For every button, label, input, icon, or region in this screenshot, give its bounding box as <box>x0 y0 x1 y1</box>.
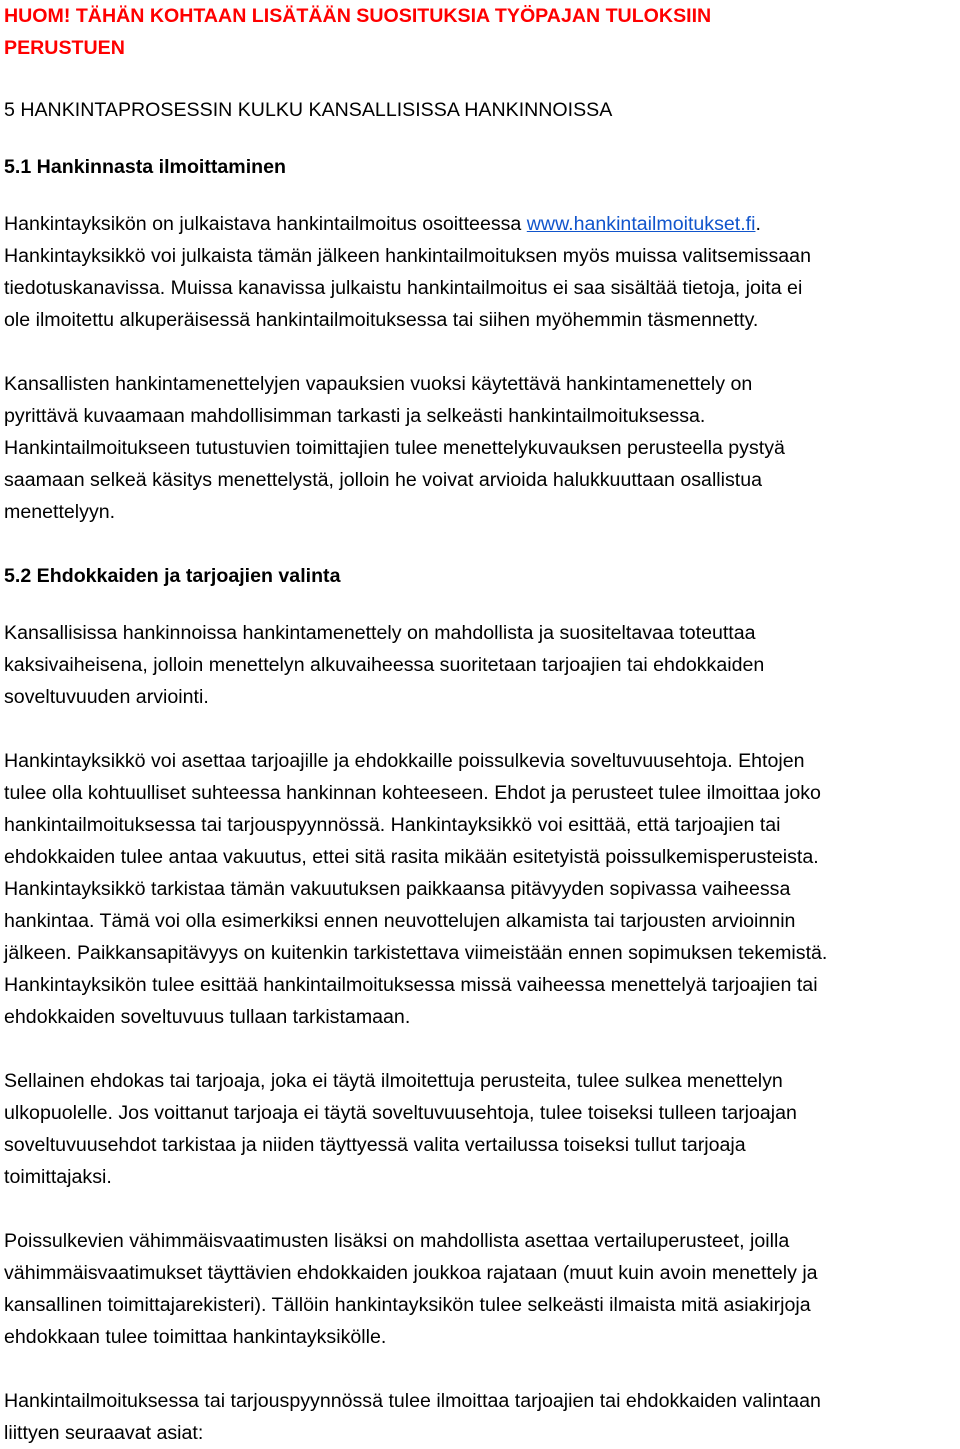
paragraph-line: jälkeen. Paikkansapitävyys on kuitenkin tarkistettava viimeistään ennen sopimuksen tekemistä. <box>4 942 828 964</box>
paragraph-line: kaksivaiheisena, jolloin menettelyn alkuvaiheessa suoritetaan tarjoajien tai ehdokkaiden <box>4 654 765 676</box>
notice-line: HUOM! TÄHÄN KOHTAAN LISÄTÄÄN SUOSITUKSIA TYÖPAJAN TULOKSIIN <box>4 5 712 27</box>
paragraph-line: vähimmäisvaatimukset täyttävien ehdokkaiden joukkoa rajataan (muut kuin avoin menettely ja <box>4 1262 818 1284</box>
notice-block <box>4 0 711 64</box>
chapter-heading-block <box>4 94 612 126</box>
paragraph-line: ehdokkaiden soveltuvuus tullaan tarkistamaan. <box>4 1006 411 1028</box>
section-5-2-heading-block <box>4 560 340 592</box>
section-5-1-paragraph-1 <box>4 208 811 336</box>
notice-line: PERUSTUEN <box>4 37 125 59</box>
paragraph-line: Hankintayksikkö tarkistaa tämän vakuutuksen paikkaansa pitävyyden sopivassa vaiheessa <box>4 878 791 900</box>
paragraph-line: Poissulkevien vähimmäisvaatimusten lisäksi on mahdollista asettaa vertailuperusteet, joilla <box>4 1230 790 1252</box>
paragraph-line: ehdokkaiden tulee antaa vakuutus, ettei sitä rasita mikään esitetyistä poissulkemisperusteista. <box>4 846 819 868</box>
paragraph-line: hankintaa. Tämä voi olla esimerkiksi ennen neuvottelujen alkamista tai tarjousten arvioinnin <box>4 910 796 932</box>
paragraph-line: saamaan selkeä käsitys menettelystä, jolloin he voivat arvioida halukkuuttaan osallistua <box>4 469 763 491</box>
hankintailmoitukset-link[interactable]: www.hankintailmoitukset.fi <box>526 213 756 235</box>
paragraph-line: ulkopuolelle. Jos voittanut tarjoaja ei täytä soveltuvuusehtoja, tulee toiseksi tulleen tarjoajan <box>4 1102 797 1124</box>
paragraph-line: Hankintailmoituksessa tai tarjouspyynnössä tulee ilmoittaa tarjoajien tai ehdokkaiden valintaan <box>4 1390 821 1412</box>
paragraph-line: tulee olla kohtuulliset suhteessa hankinnan kohteeseen. Ehdot ja perusteet tulee ilmoittaa joko <box>4 782 821 804</box>
section-5-2-paragraph-4 <box>4 1225 818 1353</box>
paragraph-line: Hankintayksikön tulee esittää hankintailmoituksessa missä vaiheessa menettelyä tarjoajien tai <box>4 974 818 996</box>
paragraph-line: toimittajaksi. <box>4 1166 112 1188</box>
paragraph-line <box>4 208 811 240</box>
paragraph-line: ehdokkaan tulee toimittaa hankintayksikölle. <box>4 1326 387 1348</box>
paragraph-line: soveltuvuusehdot tarkistaa ja niiden täyttyessä valita vertailussa toiseksi tullut tarjoaja <box>4 1134 746 1156</box>
section-5-1-heading-block <box>4 151 286 183</box>
section-heading: 5.2 Ehdokkaiden ja tarjoajien valinta <box>4 565 341 587</box>
section-5-2-paragraph-3 <box>4 1065 797 1193</box>
section-5-1-paragraph-2 <box>4 368 785 528</box>
paragraph-line: Kansallisissa hankinnoissa hankintamenettely on mahdollista ja suositeltavaa toteuttaa <box>4 622 756 644</box>
section-5-2-paragraph-5 <box>4 1385 821 1449</box>
paragraph-line: menettelyyn. <box>4 501 116 523</box>
paragraph-line: Hankintailmoitukseen tutustuvien toimittajien tulee menettelykuvauksen perusteella pystyä <box>4 437 785 459</box>
paragraph-line: liittyen seuraavat asiat: <box>4 1422 204 1444</box>
chapter-heading: 5 HANKINTAPROSESSIN KULKU KANSALLISISSA HANKINNOISSA <box>4 99 613 121</box>
paragraph-line: Kansallisten hankintamenettelyjen vapauksien vuoksi käytettävä hankintamenettely on <box>4 373 753 395</box>
paragraph-line: kansallinen toimittajarekisteri). Tällöin hankintayksikön tulee selkeästi ilmaista mitä asiakirjoja <box>4 1294 811 1316</box>
paragraph-text: . <box>755 213 761 235</box>
paragraph-line: Sellainen ehdokas tai tarjoaja, joka ei täytä ilmoitettuja perusteita, tulee sulkea menettelyn <box>4 1070 783 1092</box>
paragraph-line: soveltuvuuden arviointi. <box>4 686 209 708</box>
section-heading: 5.1 Hankinnasta ilmoittaminen <box>4 156 287 178</box>
section-5-2-paragraph-1 <box>4 617 764 713</box>
section-5-2-paragraph-2 <box>4 745 827 1033</box>
paragraph-line: Hankintayksikkö voi julkaista tämän jälkeen hankintailmoituksen myös muissa valitsemissaan <box>4 245 811 267</box>
paragraph-text: Hankintayksikön on julkaistava hankintailmoitus osoitteessa <box>4 213 527 235</box>
paragraph-line: ole ilmoitettu alkuperäisessä hankintailmoituksessa tai siihen myöhemmin täsmennetty. <box>4 309 759 331</box>
paragraph-line: tiedotuskanavissa. Muissa kanavissa julkaistu hankintailmoitus ei saa sisältää tietoja, joita ei <box>4 277 803 299</box>
paragraph-line: pyrittävä kuvaamaan mahdollisimman tarkasti ja selkeästi hankintailmoituksessa. <box>4 405 706 427</box>
paragraph-line: hankintailmoituksessa tai tarjouspyynnössä. Hankintayksikkö voi esittää, että tarjoajien tai <box>4 814 781 836</box>
paragraph-line: Hankintayksikkö voi asettaa tarjoajille ja ehdokkaille poissulkevia soveltuvuusehtoja. Ehtojen <box>4 750 805 772</box>
